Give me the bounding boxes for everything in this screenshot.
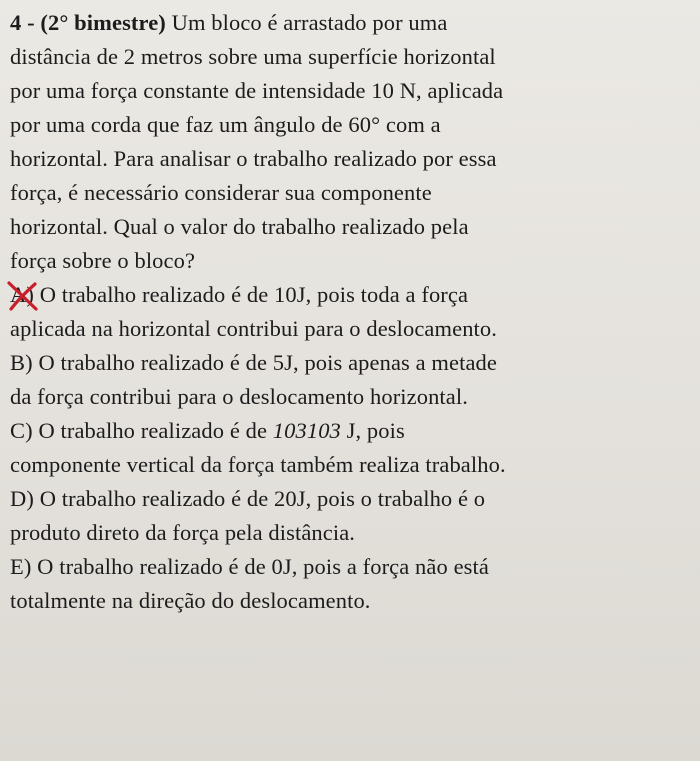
option-a-text: O trabalho realizado é de 10J, pois toda a força [39, 282, 469, 307]
option-b-letter: B) [10, 350, 33, 375]
option-e-letter: E) [10, 554, 32, 579]
question-line-7: horizontal. Qual o valor do trabalho realizado pela [10, 214, 469, 239]
option-d-letter: D) [10, 486, 34, 511]
option-a[interactable] [10, 278, 690, 346]
question-line-8: força sobre o bloco? [10, 248, 196, 273]
option-b-text: O trabalho realizado é de 5J, pois apenas a metade [38, 350, 497, 375]
option-a-text-cont: aplicada na horizontal contribui para o deslocamento. [10, 316, 497, 341]
question-text: Um bloco é arrastado por uma [171, 10, 448, 35]
option-c-letter: C) [10, 418, 33, 443]
option-c-text-cont: componente vertical da força também realiza trabalho. [10, 452, 506, 477]
question-line-2: distância de 2 metros sobre uma superfície horizontal [10, 44, 496, 69]
option-e[interactable] [10, 550, 690, 618]
option-c-text: O trabalho realizado é de [38, 418, 273, 443]
bimestre-tag: 2° bimestre) [48, 10, 166, 35]
option-c-value: 103103 [272, 418, 341, 443]
option-e-text-cont: totalmente na direção do deslocamento. [10, 588, 371, 613]
question-line-4: por uma corda que faz um ângulo de 60° com a [10, 112, 441, 137]
question-line-1 [10, 6, 690, 40]
option-c-text-end: J, pois [340, 418, 405, 443]
question-line-5: horizontal. Para analisar o trabalho realizado por essa [10, 146, 497, 171]
question-number: 4 - ( [10, 10, 48, 35]
option-d-text-cont: produto direto da força pela distância. [10, 520, 356, 545]
option-c[interactable] [10, 414, 690, 482]
option-e-text: O trabalho realizado é de 0J, pois a força não está [37, 554, 489, 579]
question-stem [10, 6, 690, 278]
option-b[interactable] [10, 346, 690, 414]
question-line-3: por uma força constante de intensidade 10 N, aplicada [10, 78, 504, 103]
question-line-6: força, é necessário considerar sua componente [10, 180, 432, 205]
option-a-letter: A) [10, 278, 34, 312]
option-d-text: O trabalho realizado é de 20J, pois o trabalho é o [39, 486, 486, 511]
option-d[interactable] [10, 482, 690, 550]
option-b-text-cont: da força contribui para o deslocamento horizontal. [10, 384, 468, 409]
